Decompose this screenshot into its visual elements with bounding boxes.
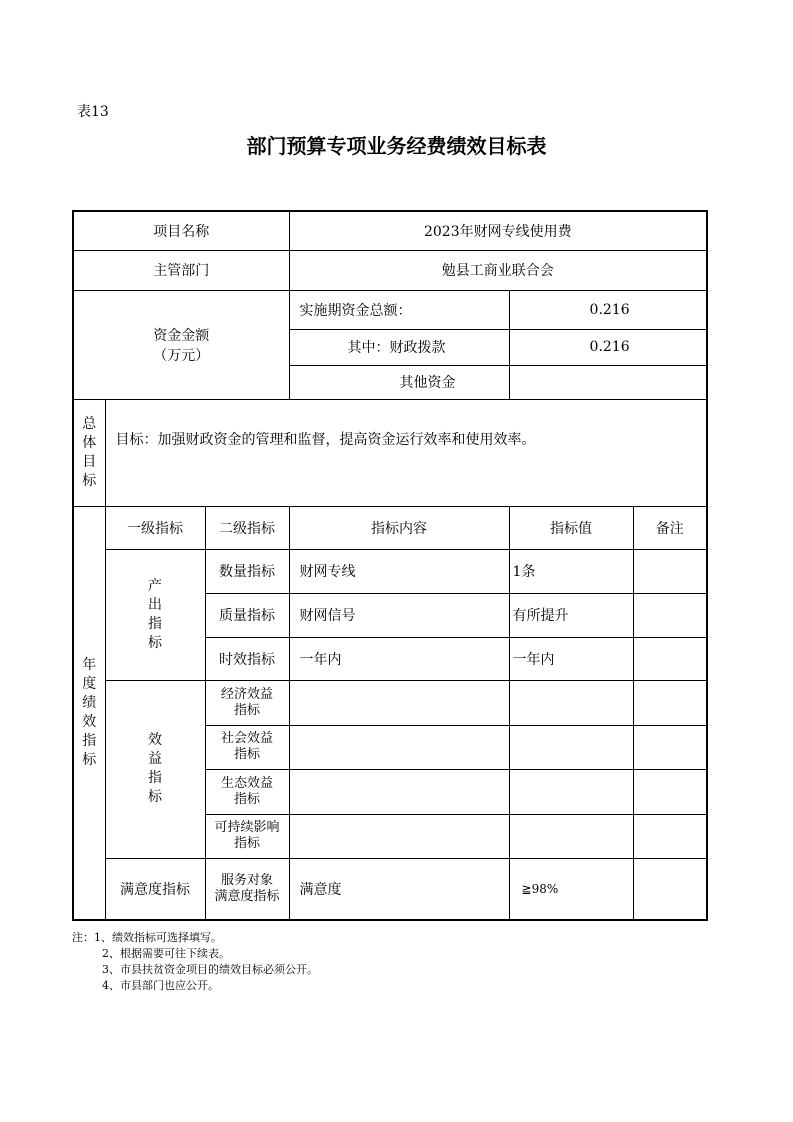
level2-cell: 数量指标 <box>205 549 289 593</box>
content-cell: 财网信号 <box>289 593 509 637</box>
overall-goal-text: 目标：加强财政资金的管理和监督，提高资金运行效率和使用效率。 <box>105 399 707 506</box>
page-title: 部门预算专项业务经费绩效目标表 <box>246 134 547 158</box>
table-row <box>73 549 707 593</box>
content-cell <box>289 680 509 725</box>
level2-cell: 可持续影响 指标 <box>205 814 289 858</box>
funds-other-value <box>509 365 707 399</box>
level2-cell: 社会效益 指标 <box>205 725 289 769</box>
header-note: 备注 <box>633 506 707 549</box>
level2-cell: 生态效益 指标 <box>205 769 289 814</box>
satisfaction-content: 满意度 <box>289 858 509 920</box>
satisfaction-row <box>73 858 707 920</box>
note-cell <box>633 680 707 725</box>
header-value: 指标值 <box>509 506 633 549</box>
funds-total-label: 实施期资金总额： <box>289 290 509 329</box>
funds-other-label: 其他资金 <box>289 365 509 399</box>
footnote: 2、根据需要可往下续表。 <box>102 947 230 960</box>
footnote: 3、市县扶贫资金项目的绩效目标必须公开。 <box>102 963 318 976</box>
indicator-header-row <box>73 506 707 549</box>
department-label: 主管部门 <box>73 250 289 290</box>
note-cell <box>633 769 707 814</box>
note-cell <box>633 814 707 858</box>
department-row <box>73 250 707 290</box>
project-name-label: 项目名称 <box>73 211 289 250</box>
output-indicator-label: 产 出 指 标 <box>105 549 205 680</box>
level2-cell: 时效指标 <box>205 637 289 680</box>
department-value: 勉县工商业联合会 <box>289 250 707 290</box>
funds-fiscal-value: 0.216 <box>509 329 707 365</box>
footnote: 4、市县部门也应公开。 <box>102 979 219 992</box>
performance-target-table <box>72 210 708 921</box>
footnotes <box>72 930 318 994</box>
content-cell <box>289 725 509 769</box>
annual-indicator-label: 年 度 绩 效 指 标 <box>73 506 105 920</box>
header-level2: 二级指标 <box>205 506 289 549</box>
value-cell: 一年内 <box>509 637 633 680</box>
project-name-value: 2023年财网专线使用费 <box>289 211 707 250</box>
content-cell: 一年内 <box>289 637 509 680</box>
funds-label <box>73 290 289 399</box>
value-cell: 1条 <box>509 549 633 593</box>
header-level1: 一级指标 <box>105 506 205 549</box>
note-cell <box>633 637 707 680</box>
note-cell <box>633 549 707 593</box>
funds-total-value: 0.216 <box>509 290 707 329</box>
funds-total-row <box>73 290 707 329</box>
satisfaction-level1: 满意度指标 <box>105 858 205 920</box>
footnote: 注：1、绩效指标可选择填写。 <box>72 931 222 944</box>
note-cell <box>633 725 707 769</box>
value-cell: 有所提升 <box>509 593 633 637</box>
value-cell <box>509 769 633 814</box>
benefit-indicator-label: 效 益 指 标 <box>105 680 205 858</box>
note-cell <box>633 593 707 637</box>
header-content: 指标内容 <box>289 506 509 549</box>
satisfaction-value: ≧98% <box>509 858 633 920</box>
content-cell <box>289 769 509 814</box>
value-cell <box>509 814 633 858</box>
satisfaction-note <box>633 858 707 920</box>
project-name-row <box>73 211 707 250</box>
content-cell: 财网专线 <box>289 549 509 593</box>
funds-label-line1: 资金金额 <box>153 327 210 344</box>
overall-goal-label: 总 体 目 标 <box>73 399 105 506</box>
table-row <box>73 680 707 725</box>
overall-goal-row <box>73 399 707 506</box>
value-cell <box>509 725 633 769</box>
content-cell <box>289 814 509 858</box>
funds-label-line2: （万元） <box>153 347 210 364</box>
funds-fiscal-label: 其中：财政拨款 <box>289 329 509 365</box>
table-number: 表13 <box>77 104 109 120</box>
level2-cell: 质量指标 <box>205 593 289 637</box>
satisfaction-level2: 服务对象 满意度指标 <box>205 858 289 920</box>
level2-cell: 经济效益 指标 <box>205 680 289 725</box>
value-cell <box>509 680 633 725</box>
